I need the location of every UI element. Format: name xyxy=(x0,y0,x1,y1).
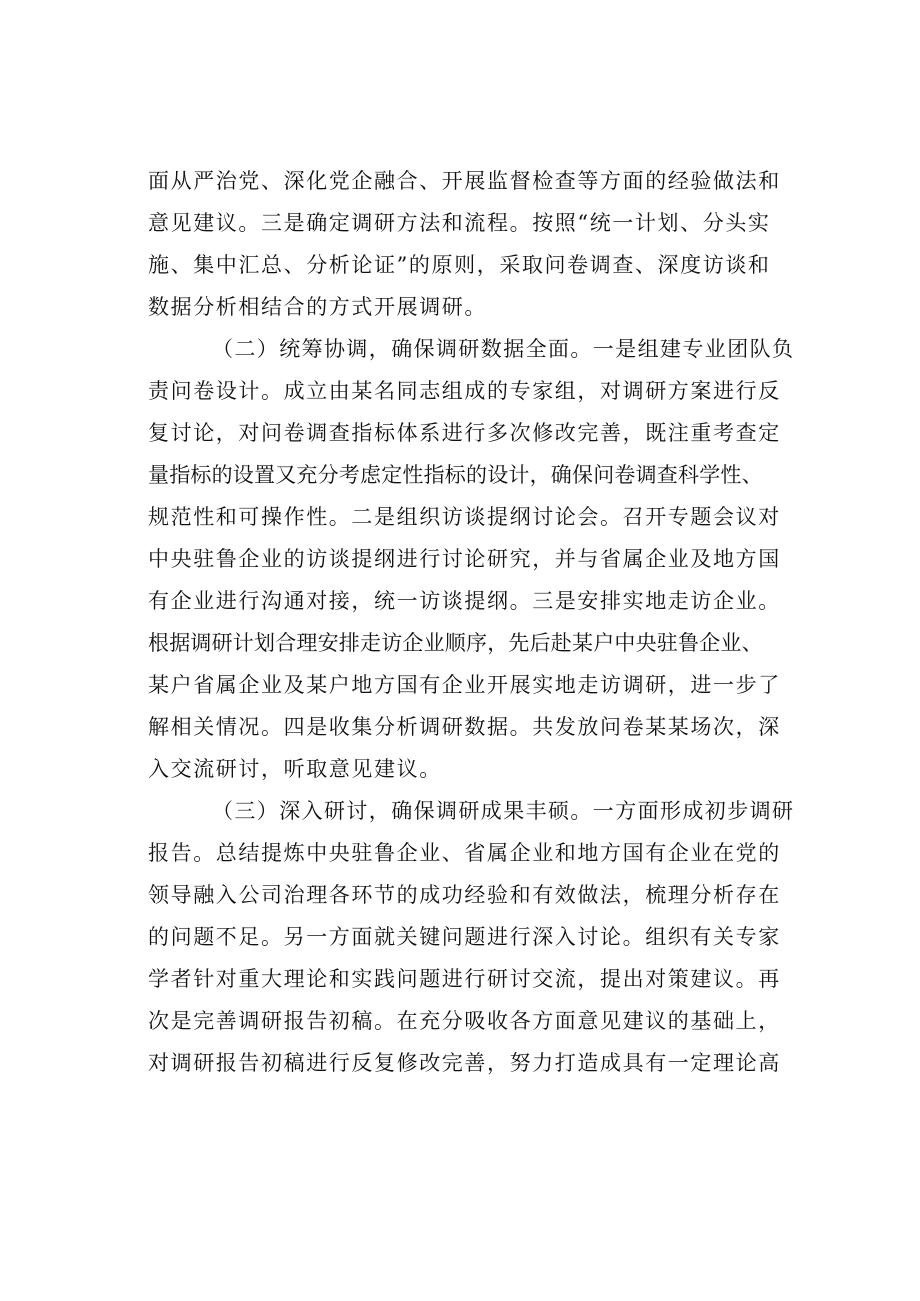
text-line: 对调研报告初稿进行反复修改完善，努力打造成具有一定理论高 xyxy=(148,1051,781,1075)
text-line: 有企业进行沟通对接，统一访谈提纲。三是安排实地走访企业。 xyxy=(148,589,781,613)
text-line: 规范性和可操作性。二是组织访谈提纲讨论会。召开专题会议对 xyxy=(148,505,781,529)
section-heading-line: （三）深入研讨，确保调研成果丰硕。一方面形成初步调研 xyxy=(212,799,795,823)
text-line: 学者针对重大理论和实践问题进行研讨交流，提出对策建议。再 xyxy=(148,967,781,991)
text-line: 责问卷设计。成立由某名同志组成的专家组，对调研方案进行反 xyxy=(148,379,781,403)
text-line: 根据调研计划合理安排走访企业顺序，先后赴某户中央驻鲁企业、 xyxy=(148,631,763,655)
text-line: 次是完善调研报告初稿。在充分吸收各方面意见建议的基础上， xyxy=(148,1009,781,1033)
text-line: 领导融入公司治理各环节的成功经验和有效做法，梳理分析存在 xyxy=(148,883,781,907)
text-line: 解相关情况。四是收集分析调研数据。共发放问卷某某场次，深 xyxy=(148,715,781,739)
text-line: 某户省属企业及某户地方国有企业开展实地走访调研，进一步了 xyxy=(148,673,781,697)
section-heading-line: （二）统筹协调，确保调研数据全面。一是组建专业团队负 xyxy=(212,337,795,361)
text-line: 面从严治党、深化党企融合、开展监督检查等方面的经验做法和 xyxy=(148,169,781,193)
text-line: 报告。总结提炼中央驻鲁企业、省属企业和地方国有企业在党的 xyxy=(148,841,781,865)
text-line: 中央驻鲁企业的访谈提纲进行讨论研究，并与省属企业及地方国 xyxy=(148,547,781,571)
text-line: 意见建议。三是确定调研方法和流程。按照“统一计划、分头实 xyxy=(148,211,771,235)
text-line: 量指标的设置又充分考虑定性指标的设计，确保问卷调查科学性、 xyxy=(148,463,763,487)
text-line: 数据分析相结合的方式开展调研。 xyxy=(148,295,487,319)
text-line: 入交流研讨，听取意见建议。 xyxy=(148,757,442,781)
text-line: 复讨论，对问卷调查指标体系进行多次修改完善，既注重考查定 xyxy=(148,421,781,445)
body-text xyxy=(148,160,798,1084)
text-line: 的问题不足。另一方面就关键问题进行深入讨论。组织有关专家 xyxy=(148,925,781,949)
text-line: 施、集中汇总、分析论证”的原则，采取问卷调查、深度访谈和 xyxy=(148,253,771,277)
